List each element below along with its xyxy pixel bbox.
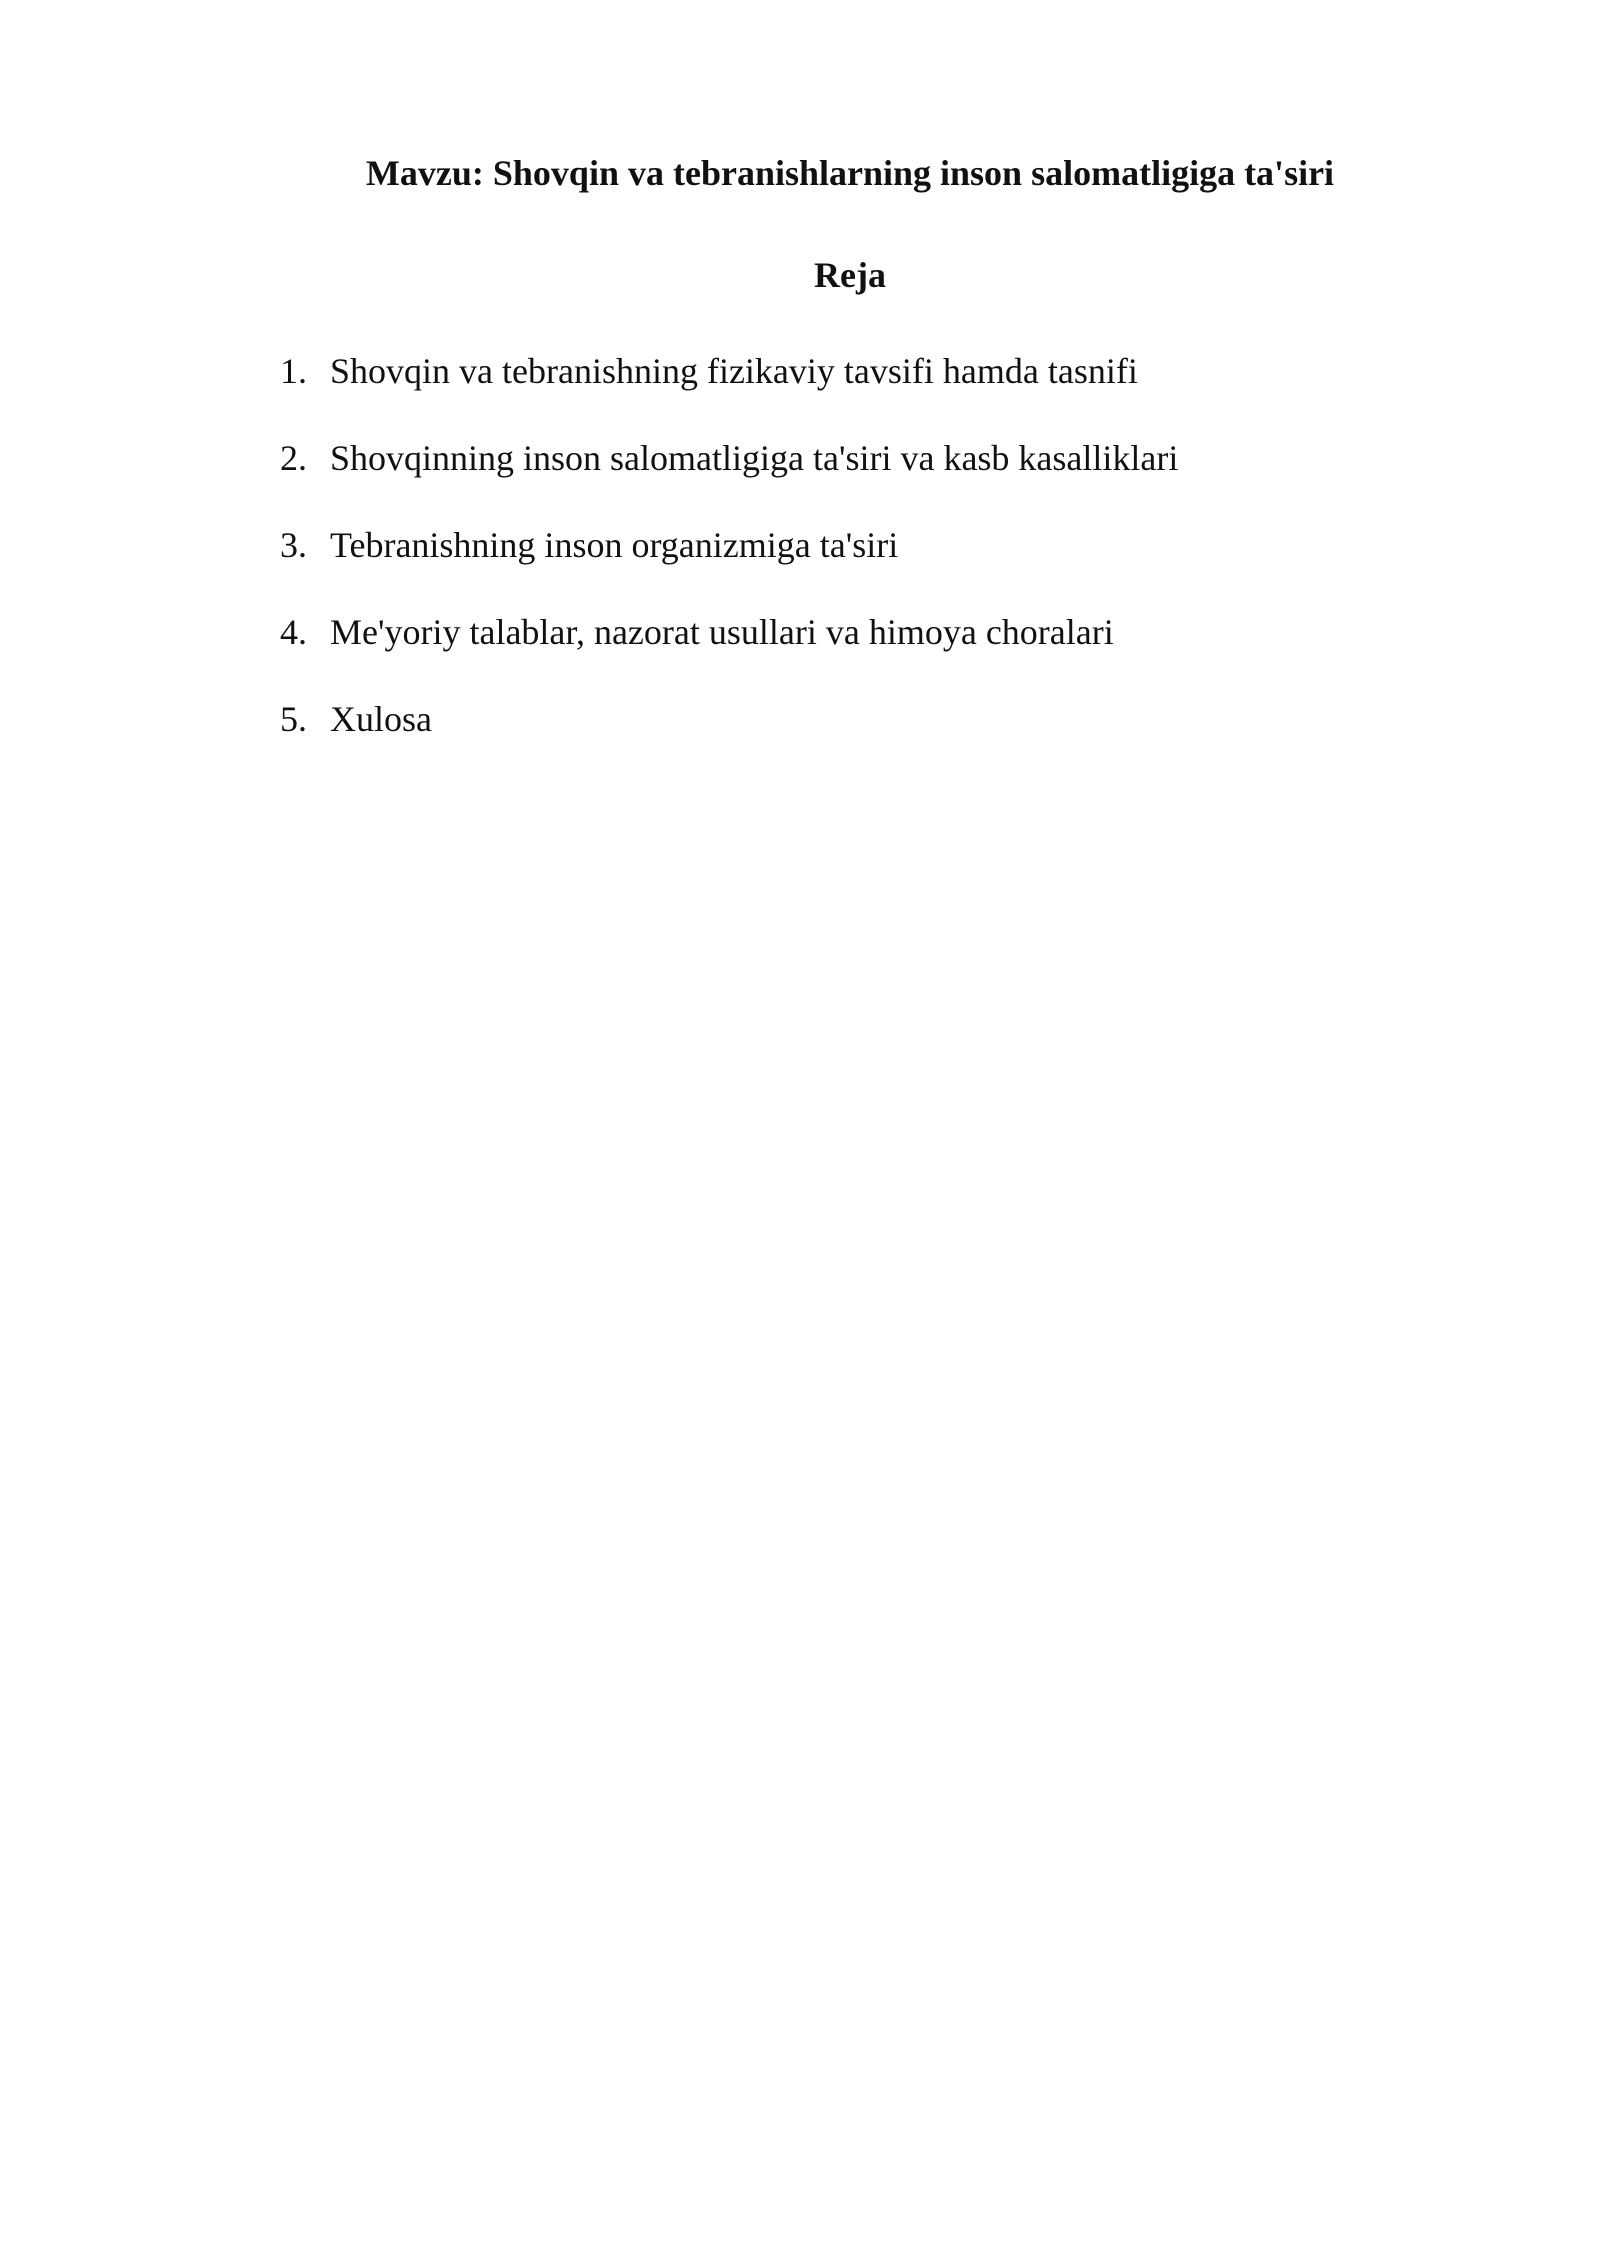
plan-item — [280, 694, 1420, 781]
plan-item — [280, 346, 1420, 433]
plan-item-number: 4. — [280, 612, 307, 652]
plan-item — [280, 433, 1420, 520]
plan-item-number: 2. — [280, 438, 307, 478]
plan-item-number: 5. — [280, 699, 307, 739]
plan-item-number: 3. — [280, 525, 307, 565]
plan-item — [280, 607, 1420, 694]
plan-heading: Reja — [814, 255, 886, 295]
plan-item-number: 1. — [280, 351, 307, 391]
plan-item-text: Shovqin va tebranishning fizikaviy tavsifi hamda tasnifi — [330, 351, 1138, 391]
plan-list — [280, 346, 1420, 781]
plan-item — [280, 520, 1420, 607]
document-title: Mavzu: Shovqin va tebranishlarning inson salomatligiga ta'siri — [365, 153, 1335, 193]
plan-item-text: Shovqinning inson salomatligiga ta'siri va kasb kasalliklari — [330, 438, 1179, 478]
plan-item-text: Xulosa — [330, 699, 432, 739]
plan-item-text: Tebranishning inson organizmiga ta'siri — [330, 525, 899, 565]
plan-item-text: Me'yoriy talablar, nazorat usullari va himoya choralari — [330, 612, 1114, 652]
